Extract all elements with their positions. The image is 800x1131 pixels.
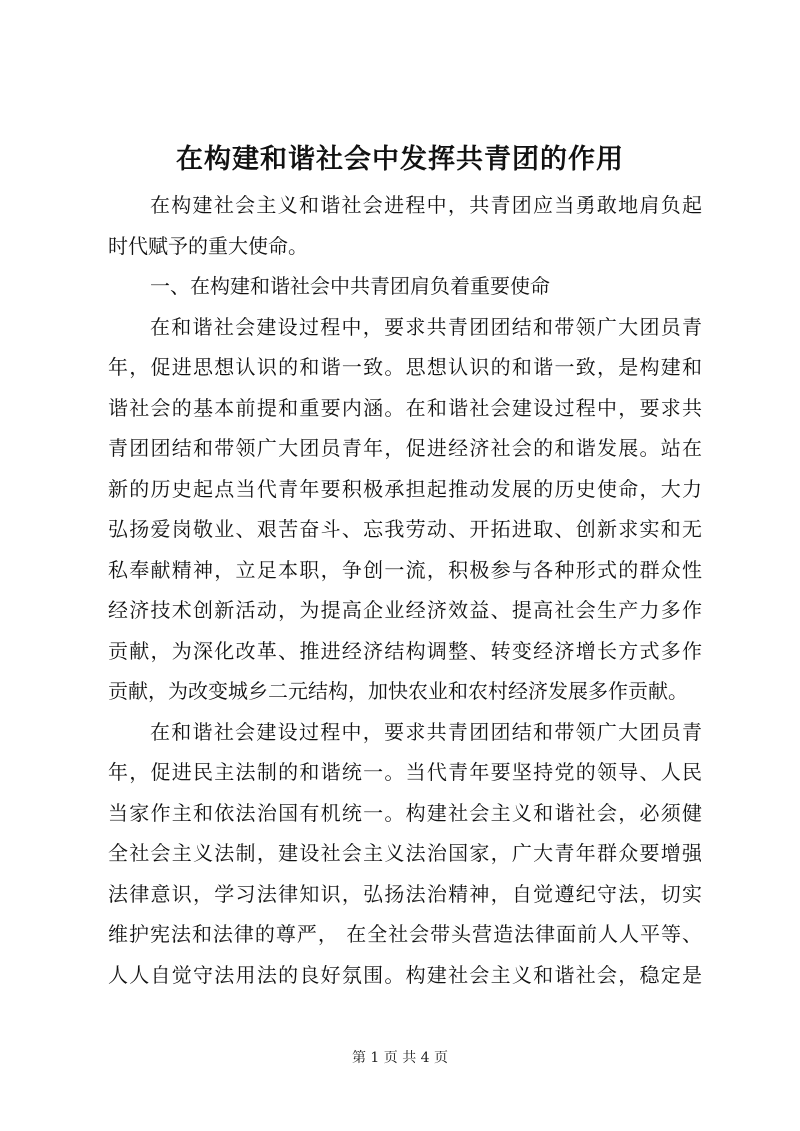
paragraph-line: 弘扬爱岗敬业、艰苦奋斗、忘我劳动、开拓进取、创新求实和无 bbox=[108, 517, 702, 541]
paragraph-line: 年，促进民主法制的和谐统一。当代青年要坚持党的领导、人民 bbox=[108, 760, 702, 784]
paragraph-line: 当家作主和依法治国有机统一。构建社会主义和谐社会，必须健 bbox=[108, 800, 702, 825]
document-body bbox=[108, 185, 702, 995]
page-number-footer: 第 1 页 共 4 页 bbox=[351, 1050, 449, 1066]
paragraph-line: 维护宪法和法律的尊严， 在全社会带头营造法律面前人人平等、 bbox=[108, 922, 702, 946]
paragraph-line: 在和谐社会建设过程中，要求共青团团结和带领广大团员青 bbox=[150, 314, 702, 339]
paragraph-line: 全社会主义法制，建设社会主义法治国家，广大青年群众要增强 bbox=[108, 841, 702, 865]
section-heading: 一、在构建和谐社会中共青团肩负着重要使命 bbox=[150, 274, 550, 298]
document-title: 在构建和谐社会中发挥共青团的作用 bbox=[176, 144, 624, 175]
paragraph-line: 在构建社会主义和谐社会进程中，共青团应当勇敢地肩负起 bbox=[150, 193, 702, 217]
paragraph-line: 经济技术创新活动，为提高企业经济效益、提高社会生产力多作 bbox=[108, 598, 702, 622]
paragraph-line: 贡献，为深化改革、推进经济结构调整、转变经济增长方式多作 bbox=[108, 638, 702, 663]
paragraph-line: 在和谐社会建设过程中，要求共青团团结和带领广大团员青 bbox=[150, 719, 702, 744]
paragraph-line: 年，促进思想认识的和谐一致。思想认识的和谐一致，是构建和 bbox=[108, 355, 702, 379]
paragraph-line: 贡献，为改变城乡二元结构，加快农业和农村经济发展多作贡献。 bbox=[108, 679, 688, 703]
paragraph-line: 私奉献精神，立足本职，争创一流，积极参与各种形式的群众性 bbox=[108, 557, 702, 582]
paragraph-line: 时代赋予的重大使命。 bbox=[108, 233, 308, 258]
paragraph-line: 青团团结和带领广大团员青年，促进经济社会的和谐发展。站在 bbox=[108, 436, 702, 460]
paragraph-line: 谐社会的基本前提和重要内涵。在和谐社会建设过程中，要求共 bbox=[108, 395, 702, 420]
paragraph-line: 人人自觉守法用法的良好氛围。构建社会主义和谐社会，稳定是 bbox=[108, 962, 702, 987]
paragraph-line: 新的历史起点当代青年要积极承担起推动发展的历史使命，大力 bbox=[108, 476, 702, 501]
paragraph-line: 法律意识，学习法律知识，弘扬法治精神，自觉遵纪守法，切实 bbox=[108, 881, 702, 906]
